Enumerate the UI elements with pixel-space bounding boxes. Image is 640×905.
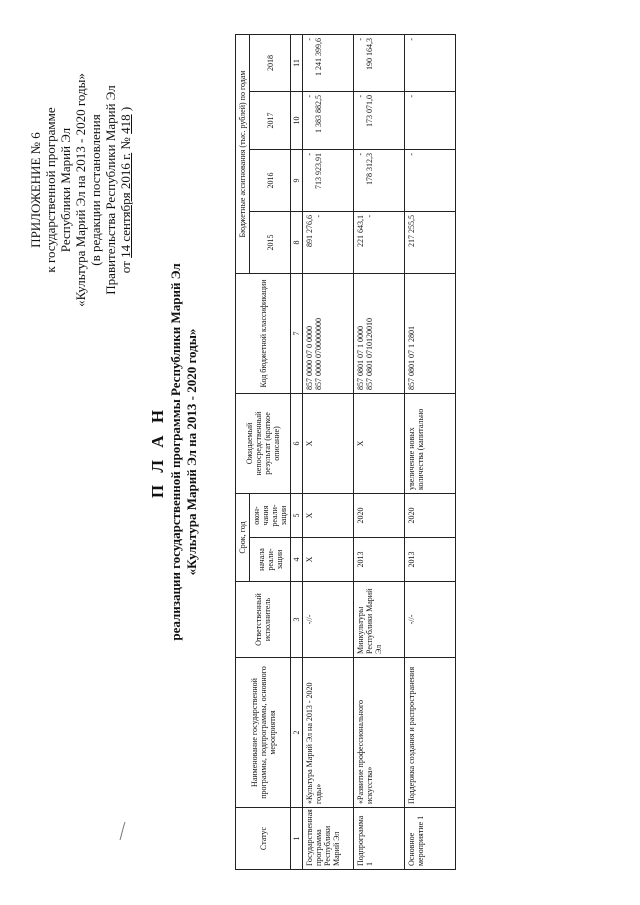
date-prefix: от xyxy=(118,257,133,274)
cell-2016 xyxy=(303,150,354,212)
amount: 217 255,5 xyxy=(407,215,416,247)
kbk-line: 857 0801 0710120010 xyxy=(365,318,374,390)
header-term-end: окон- чания реали- зации xyxy=(250,494,291,538)
amount: 1 383 882,5 xyxy=(314,95,323,133)
appendix-date-line xyxy=(118,30,133,350)
cell-2018 xyxy=(405,34,456,91)
appendix-line: Республики Марий Эл xyxy=(58,127,73,253)
pen-stroke-mark xyxy=(116,820,130,842)
cell-start: 2013 xyxy=(354,538,405,582)
appendix-line: к государственной программе xyxy=(43,107,58,273)
cell-2017 xyxy=(354,92,405,150)
cell-2017 xyxy=(303,92,354,150)
amount: - xyxy=(305,95,314,98)
cell-2015 xyxy=(405,212,456,274)
amount: 1 241 399,6 xyxy=(314,37,323,76)
kbk-line: 857 0000 0700000000 xyxy=(314,318,323,390)
cell-2018 xyxy=(303,34,354,91)
column-number: 3 xyxy=(291,582,303,658)
kbk-line: 857 0000 07 0 0000 xyxy=(305,326,314,390)
plan-title xyxy=(148,22,200,882)
appendix-line: «Культура Марий Эл на 2013 - 2020 годы» xyxy=(73,73,88,307)
plan-subtitle-1: реализации государственной программы Республики Марий Эл xyxy=(168,263,183,641)
resolution-date: 14 сентября 2016 г. xyxy=(118,152,133,258)
header-row xyxy=(236,34,250,869)
cell-name: Поддержка создания и распространения xyxy=(405,658,456,808)
header-kbk: Код бюджетной классификации xyxy=(236,274,291,394)
result-line: увеличение новых xyxy=(407,427,416,490)
table-row xyxy=(354,34,405,869)
cell-result: X xyxy=(303,394,354,494)
header-executor: Ответственный исполнитель xyxy=(236,582,291,658)
column-number: 11 xyxy=(291,34,303,91)
cell-kbk xyxy=(303,274,354,394)
column-number: 6 xyxy=(291,394,303,494)
amount: - xyxy=(305,37,314,41)
amount: - xyxy=(314,215,323,218)
cell-2016 xyxy=(405,150,456,212)
cell-2017 xyxy=(405,92,456,150)
appendix-number: ПРИЛОЖЕНИЕ № 6 xyxy=(28,132,43,248)
amount: 190 164,3 xyxy=(365,37,374,70)
cell-2015 xyxy=(354,212,405,274)
amount: 891 276,6 xyxy=(305,215,314,247)
column-number: 7 xyxy=(291,274,303,394)
plan-heading: П Л А Н xyxy=(148,405,167,499)
amount: - xyxy=(407,37,416,41)
cell-executor: Минкультуры Республики Марий Эл xyxy=(354,582,405,658)
column-number: 8 xyxy=(291,212,303,274)
plan-subtitle-2: «Культура Марий Эл на 2013 - 2020 годы» xyxy=(184,328,199,576)
amount: 173 071,0 xyxy=(365,95,374,127)
result-line: количества (капитально xyxy=(416,408,425,490)
resolution-number: 418 xyxy=(118,114,133,134)
cell-name: «Развитие профессионального искусства» xyxy=(354,658,405,808)
cell-kbk xyxy=(354,274,405,394)
header-term: Срок, год xyxy=(236,494,250,582)
appendix-line: Правительства Республики Марий Эл xyxy=(103,85,118,295)
cell-start: 2013 xyxy=(405,538,456,582)
amount: - xyxy=(356,153,365,156)
column-number-row xyxy=(291,34,303,869)
amount: - xyxy=(407,95,416,98)
rotated-document xyxy=(20,22,620,882)
header-year-2018: 2018 xyxy=(250,34,291,91)
table-row xyxy=(405,34,456,869)
column-number: 10 xyxy=(291,92,303,150)
cell-2015 xyxy=(303,212,354,274)
cell-start: X xyxy=(303,538,354,582)
amount: - xyxy=(356,37,365,41)
amount: 713 923,91 xyxy=(314,153,323,189)
column-number: 4 xyxy=(291,538,303,582)
cell-end: 2020 xyxy=(354,494,405,538)
cell-end: 2020 xyxy=(405,494,456,538)
amount: - xyxy=(305,153,314,156)
cell-end: X xyxy=(303,494,354,538)
cell-executor: -//- xyxy=(405,582,456,658)
header-status: Статус xyxy=(236,808,291,870)
cell-executor: -//- xyxy=(303,582,354,658)
cell-status: Основное мероприятие 1 xyxy=(405,808,456,870)
header-year-2015: 2015 xyxy=(250,212,291,274)
amount: - xyxy=(407,153,416,156)
header-term-start: начала реали- зации xyxy=(250,538,291,582)
cell-status: Государственная программа Республики Марий Эл xyxy=(303,808,354,870)
header-budget: Бюджетные ассигнования (тыс. рублей) по годам xyxy=(236,34,250,273)
header-year-2017: 2017 xyxy=(250,92,291,150)
column-number: 9 xyxy=(291,150,303,212)
cell-2018 xyxy=(354,34,405,91)
table-row xyxy=(303,34,354,869)
cell-result: X xyxy=(354,394,405,494)
number-sign: № xyxy=(118,133,133,153)
appendix-header xyxy=(28,30,133,350)
column-number: 2 xyxy=(291,658,303,808)
header-result: Ожидаемый непосредственный результат (краткое описание) xyxy=(236,394,291,494)
amount: - xyxy=(365,215,374,218)
amount: 178 312,3 xyxy=(365,153,374,185)
cell-name: «Культура Марий Эл на 2013 - 2020 годы» xyxy=(303,658,354,808)
plan-table xyxy=(235,34,456,870)
column-number: 1 xyxy=(291,808,303,870)
amount: - xyxy=(356,95,365,98)
cell-result xyxy=(405,394,456,494)
amount: 221 643,1 xyxy=(356,215,365,247)
cell-2016 xyxy=(354,150,405,212)
cell-kbk xyxy=(405,274,456,394)
kbk-line: 857 0801 07 1 2801 xyxy=(407,326,416,390)
column-number: 5 xyxy=(291,494,303,538)
header-name: Наименование государственной программы, подпрограммы, основного мероприятия xyxy=(236,658,291,808)
cell-status: Подпрограмма 1 xyxy=(354,808,405,870)
header-year-2016: 2016 xyxy=(250,150,291,212)
appendix-line: (в редакции постановления xyxy=(88,114,103,266)
kbk-line: 857 0801 07 1 0000 xyxy=(356,326,365,390)
date-suffix: ) xyxy=(118,106,133,115)
